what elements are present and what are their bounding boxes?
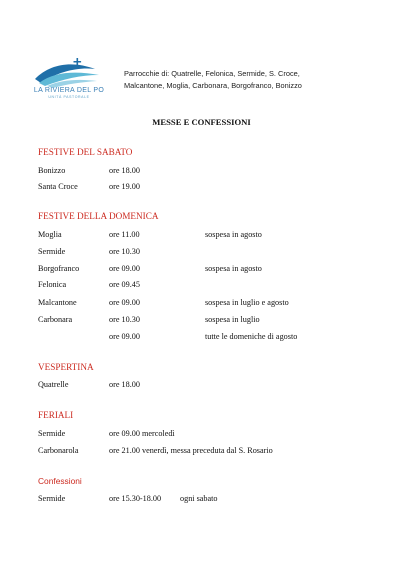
row-place: Carbonarola [38, 446, 79, 455]
row-place: Santa Croce [38, 182, 78, 191]
row-place: Borgofranco [38, 264, 80, 273]
row-note: tutte le domeniche di agosto [205, 332, 298, 341]
row-time: ore 21.00 venerdì, messa preceduta dal S. Rosario [109, 446, 273, 455]
row-time: ore 11.00 [109, 230, 140, 239]
parish-logo [33, 57, 105, 101]
row-time: ore 19.00 [109, 182, 140, 191]
wave-cross-icon [33, 57, 105, 89]
row-place: Sermide [38, 429, 66, 438]
row-note: sospesa in luglio [205, 315, 260, 324]
row-place: Malcantone [38, 298, 77, 307]
row-time: ore 09.00 [109, 298, 140, 307]
row-time: ore 09.00 [109, 332, 140, 341]
row-note: sospesa in agosto [205, 264, 262, 273]
row-time: ore 18.00 [109, 380, 140, 389]
row-place: Sermide [38, 494, 66, 503]
parishes-list [124, 68, 374, 92]
row-place: Carbonara [38, 315, 73, 324]
row-time: ore 18.00 [109, 166, 140, 175]
section-heading-feriali: FERIALI [38, 410, 74, 420]
logo-subtitle: UNITÀ PASTORALE [48, 95, 90, 99]
section-heading-domenica: FESTIVE DELLA DOMENICA [38, 211, 159, 221]
row-place: Felonica [38, 280, 67, 289]
section-heading-vespertina: VESPERTINA [38, 362, 94, 372]
row-time: ore 10.30 [109, 315, 140, 324]
row-time: ore 09.45 [109, 280, 140, 289]
page-title: MESSE E CONFESSIONI [152, 117, 251, 127]
row-time: ore 15.30-18.00 [109, 494, 162, 503]
row-note: sospesa in agosto [205, 230, 262, 239]
row-note: ogni sabato [180, 494, 218, 503]
parishes-line-2: Malcantone, Moglia, Carbonara, Borgofranco, Bonizzo [124, 81, 302, 90]
row-place: Quatrelle [38, 380, 69, 389]
row-place: Sermide [38, 247, 66, 256]
row-time: ore 09.00 [109, 264, 140, 273]
section-heading-sabato: FESTIVE DEL SABATO [38, 147, 133, 157]
row-time: ore 09.00 mercoledì [109, 429, 175, 438]
row-place: Bonizzo [38, 166, 66, 175]
row-place: Moglia [38, 230, 62, 239]
parishes-line-1: Parrocchie di: Quatrelle, Felonica, Sermide, S. Croce, [124, 69, 300, 78]
row-note: sospesa in luglio e agosto [205, 298, 289, 307]
row-time: ore 10.30 [109, 247, 140, 256]
section-heading-confessioni: Confessioni [38, 476, 82, 486]
logo-name: LA RIVIERA DEL PO [33, 87, 105, 94]
